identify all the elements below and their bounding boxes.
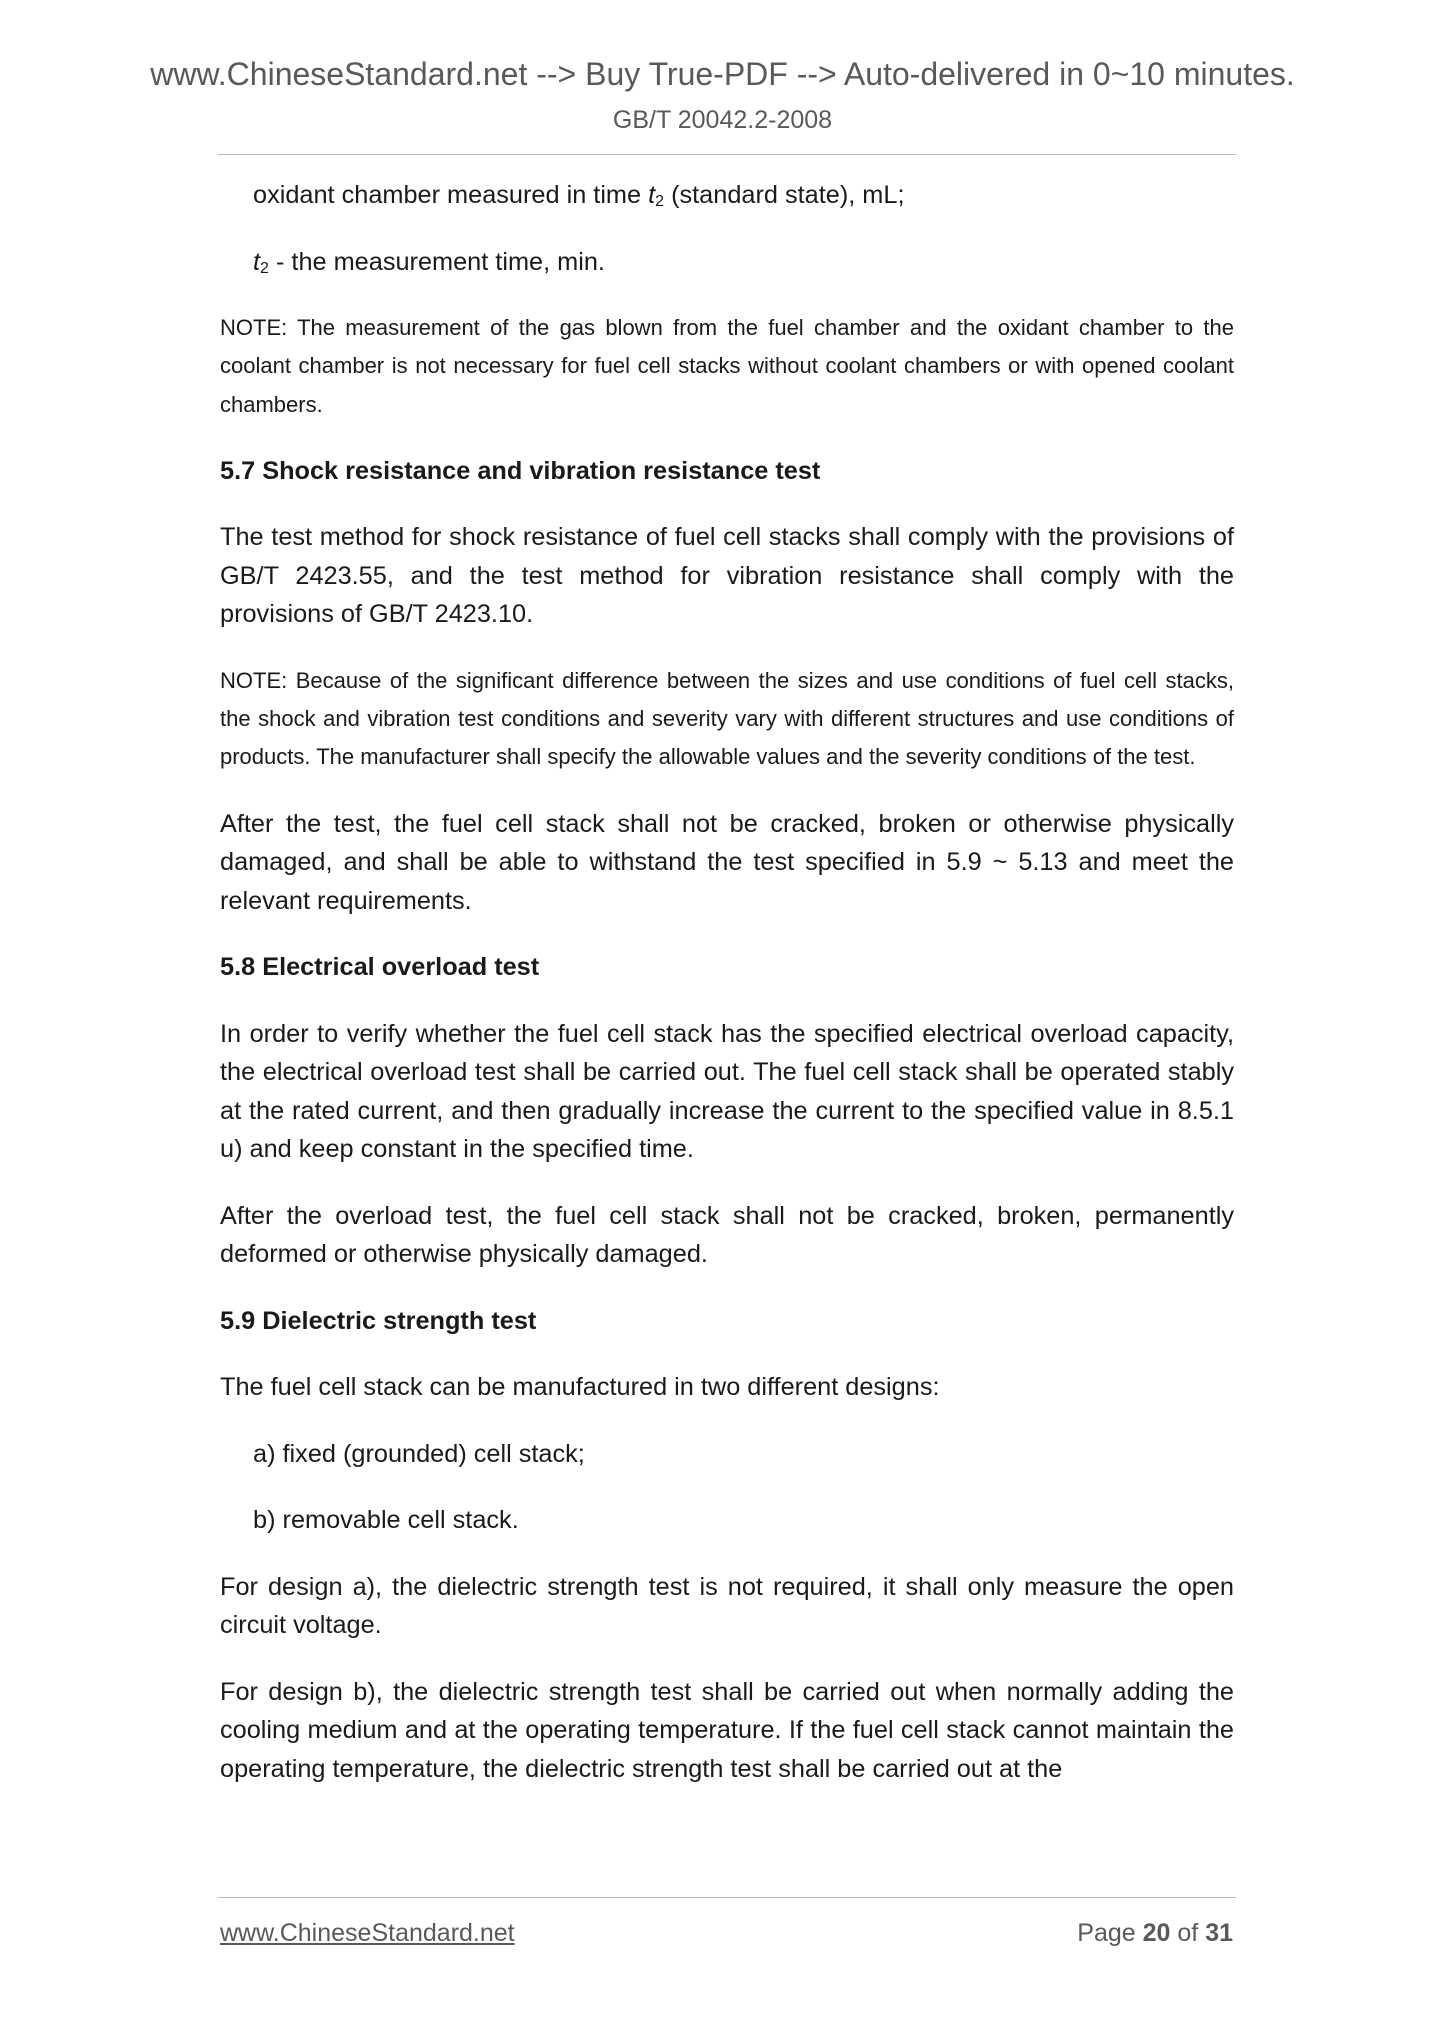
- list-item-b: b) removable cell stack.: [253, 1506, 519, 1535]
- note-coolant: NOTE: The measurement of the gas blown from the fuel chamber and the oxidant chamber to the coolant chamber is not necessary for fuel cell stacks without coolant chambers or with opened coolant chambers.: [220, 315, 1234, 417]
- paragraph-5-7-methods: The test method for shock resistance of fuel cell stacks shall comply with the provisions of GB/T 2423.55, and the test method for vibration resistance shall comply with the provisions of GB/T 2423.10.: [220, 523, 1234, 629]
- formula-line-oxidant: oxidant chamber measured in time $t_2$ (standard state), mL;: [253, 181, 905, 210]
- page-number: Page 20 of 31: [1077, 1919, 1233, 1947]
- note-test-conditions: NOTE: Because of the significant difference between the sizes and use conditions of fuel cell stacks, the shock and vibration test conditions and severity vary with different structures and use conditions of products. The manufacturer shall specify the allowable values and the severity conditions of the test.: [220, 667, 1234, 770]
- section-heading-5-8: 5.8 Electrical overload test: [220, 953, 540, 982]
- section-heading-5-7: 5.7 Shock resistance and vibration resistance test: [220, 456, 821, 485]
- header-divider: [218, 154, 1236, 155]
- formula-line-time: $t_2$ - the measurement time, min.: [253, 247, 605, 277]
- paragraph-5-9-designs: The fuel cell stack can be manufactured in two different designs:: [220, 1373, 940, 1402]
- standard-code: GB/T 20042.2-2008: [612, 106, 833, 134]
- footer-divider: [218, 1897, 1236, 1898]
- paragraph-5-7-after: After the test, the fuel cell stack shall not be cracked, broken or otherwise physically damaged, and shall be able to withstand the test specified in 5.9 ~ 5.13 and meet the relevant requirements.: [220, 809, 1234, 915]
- paragraph-5-9-design-b: For design b), the dielectric strength test shall be carried out when normally adding the cooling medium and at the operating temperature. If the fuel cell stack cannot maintain the operating temperature, the dielectric strength test shall be carried out at the: [220, 1677, 1234, 1783]
- paragraph-5-8-after: After the overload test, the fuel cell stack shall not be cracked, broken, permanently deformed or otherwise physically damaged.: [220, 1201, 1234, 1269]
- paragraph-5-9-design-a: For design a), the dielectric strength test is not required, it shall only measure the open circuit voltage.: [220, 1572, 1234, 1640]
- paragraph-5-8-verify: In order to verify whether the fuel cell stack has the specified electrical overload capacity, the electrical overload test shall be carried out. The fuel cell stack shall be operated stably at the rated current, and then gradually increase the current to the specified value in 8.5.1 u) and keep constant in the specified time.: [220, 1019, 1234, 1164]
- document-body: [220, 176, 1234, 1816]
- footer-website-link[interactable]: www.ChineseStandard.net: [220, 1919, 515, 1947]
- header-banner[interactable]: www.ChineseStandard.net --> Buy True-PDF --> Auto-delivered in 0~10 minutes.: [150, 56, 1295, 92]
- section-heading-5-9: 5.9 Dielectric strength test: [220, 1306, 537, 1335]
- list-item-a: a) fixed (grounded) cell stack;: [253, 1439, 585, 1468]
